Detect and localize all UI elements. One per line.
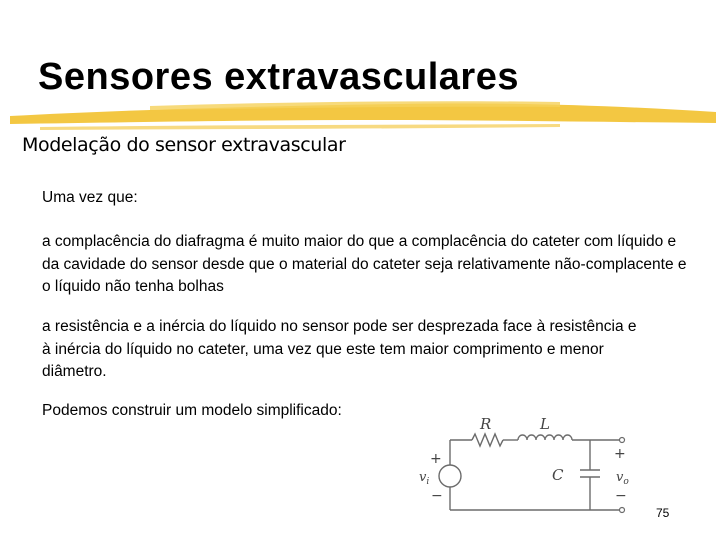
resistor-symbol [472, 434, 503, 446]
source-subscript: i [426, 477, 430, 487]
resistor-label: R [480, 415, 492, 433]
source-plus-sign: + [430, 451, 442, 467]
output-label-group [616, 470, 629, 487]
output-plus-sign: + [614, 446, 626, 462]
source-label-group [419, 470, 429, 487]
page-number: 75 [656, 506, 670, 520]
output-minus-sign: − [615, 488, 627, 504]
rlc-circuit-diagram [410, 408, 640, 518]
paragraph-resistance: a resistência e a inércia do líquido no sensor pode ser desprezada face à resistência e à inércia do líquido no cateter, uma vez que este tem maior comprimento e menor diâmetro. [42, 318, 637, 380]
intro-text: Uma vez que: [42, 189, 138, 206]
slide-subtitle: Modelação do sensor extravascular [22, 134, 346, 156]
voltage-source-symbol [439, 465, 461, 487]
output-terminal-bottom [620, 508, 625, 513]
output-label: v [616, 470, 624, 485]
output-terminal-top [620, 438, 625, 443]
paragraph-compliance: a complacência do diafragma é muito maior do que a complacência do cateter com líquido e da cavidade do sensor desde que o material do cateter seja relativamente não-complacente e o líquido não tenha bolhas [42, 233, 687, 295]
inductor-symbol [518, 435, 572, 440]
inductor-label: L [540, 415, 550, 433]
slide-title: Sensores extravasculares [38, 56, 519, 98]
paragraph-model: Podemos construir um modelo simplificado: [42, 402, 342, 419]
source-label: v [419, 470, 427, 485]
source-minus-sign: − [431, 488, 443, 504]
capacitor-label: C [552, 466, 564, 484]
output-subscript: o [623, 477, 629, 487]
title-underline-brushstroke [0, 92, 720, 132]
